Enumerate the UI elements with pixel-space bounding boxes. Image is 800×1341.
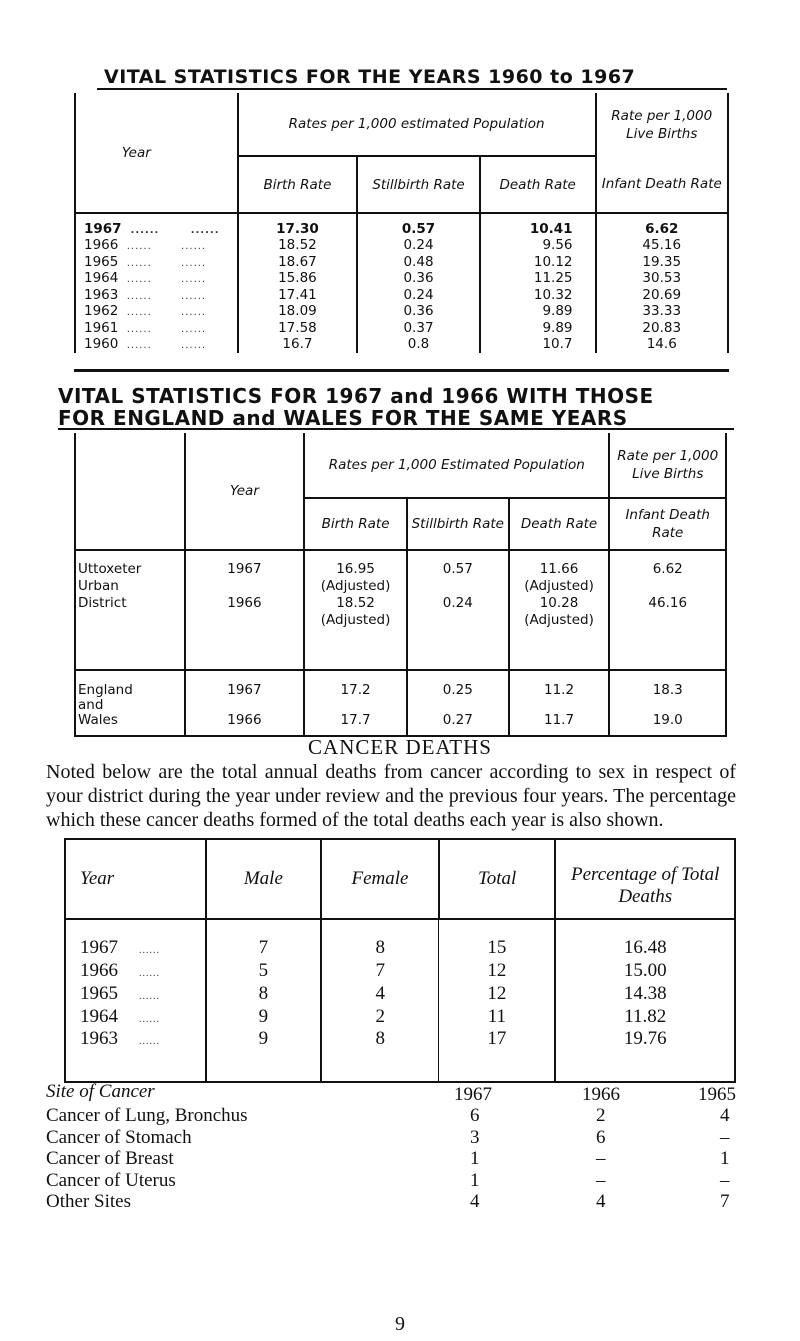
death-rate-cell: 11.7 xyxy=(544,712,575,728)
area-name: Uttoxeter xyxy=(78,561,142,577)
cell-value: 9.89 xyxy=(542,319,573,336)
cell-value: 1960 xyxy=(84,336,119,353)
birth-rate-cell xyxy=(238,213,358,237)
death-rate-cell: 11.2 xyxy=(544,682,575,698)
site-count: 3 xyxy=(470,1126,480,1148)
death-rate-header: Death Rate xyxy=(480,156,596,213)
birth-rate-cell xyxy=(238,320,358,337)
cell-value: 17 xyxy=(487,1028,507,1049)
male-cell xyxy=(206,1028,322,1082)
cell-value: 1964 xyxy=(84,270,119,287)
site-name: Cancer of Uterus xyxy=(46,1169,176,1191)
uttoxeter-row xyxy=(75,550,726,670)
comparison-heading-line2: FOR ENGLAND and WALES FOR THE SAME YEARS xyxy=(58,406,628,430)
birth-rate-cell: 17.2 xyxy=(340,682,371,698)
cell-value: 0.37 xyxy=(403,319,434,336)
area-name: England xyxy=(78,682,133,698)
cell-value: 33.33 xyxy=(642,303,682,320)
cancer-paragraph: Noted below are the total annual deaths from cancer according to sex in respect of your district during the year under review and the previous four years. The percentage which these cancer deaths formed of the total deaths each year is also shown. xyxy=(46,761,736,831)
cell-value: 17.58 xyxy=(278,319,317,336)
leader-dots: ...... ...... xyxy=(118,274,207,286)
death-rate-cell xyxy=(480,237,596,254)
cell-value: 15.00 xyxy=(623,960,667,981)
leader-dots: ...... xyxy=(118,1014,160,1025)
stillbirth-rate-cell xyxy=(357,336,480,353)
cell-value: 8 xyxy=(375,937,386,958)
site-name: Other Sites xyxy=(46,1191,131,1212)
cell-value: 18.67 xyxy=(278,253,317,270)
heading2-underline xyxy=(58,428,734,430)
birth-rate-cell: 16.95 xyxy=(336,561,375,577)
adjusted-note: (Adjusted) xyxy=(524,612,594,628)
cell-value: 17.30 xyxy=(276,220,319,237)
page-title: VITAL STATISTICS FOR THE YEARS 1960 to 1967 xyxy=(104,66,636,88)
area-name: and xyxy=(78,697,104,713)
year-cell xyxy=(65,982,206,1005)
total-cell xyxy=(439,919,556,959)
birth-rate-cell xyxy=(238,270,358,287)
death-rate-cell xyxy=(480,320,596,337)
cell-value: 1964 xyxy=(80,1006,118,1027)
female-cell xyxy=(321,1028,439,1082)
cell-value: 0.24 xyxy=(403,237,434,254)
infant-death-rate-header: Infant Death Rate xyxy=(596,156,728,213)
site-count: – xyxy=(596,1169,606,1191)
death-rate-cell xyxy=(480,336,596,353)
cell-value: 20.83 xyxy=(642,319,682,336)
percentage-cell xyxy=(555,1028,735,1082)
cell-value: 12 xyxy=(487,983,507,1004)
leader-dots: ...... ...... xyxy=(121,224,220,236)
site-count: 4 xyxy=(720,1105,730,1126)
table-row xyxy=(75,237,728,254)
stillbirth-rate-cell: 0.27 xyxy=(442,712,473,728)
birth-rate-header: Birth Rate xyxy=(238,156,358,213)
site-name: Cancer of Stomach xyxy=(46,1126,192,1148)
cell-value: 15 xyxy=(487,937,507,958)
birth-rate-cell xyxy=(238,254,358,271)
table1-bottom-rule xyxy=(74,369,729,372)
female-cell xyxy=(321,959,439,982)
cell-value: 1963 xyxy=(84,286,119,303)
stillbirth-rate-header: Stillbirth Rate xyxy=(357,156,480,213)
death-rate-cell xyxy=(480,254,596,271)
rates-header: Rates per 1,000 estimated Population xyxy=(238,93,596,156)
comparison-table xyxy=(74,433,727,737)
year-col-header: Year xyxy=(65,839,206,919)
year-header: Year xyxy=(75,93,238,213)
site-count: 1 xyxy=(720,1148,730,1169)
stillbirth-rate-header-2: Stillbirth Rate xyxy=(407,498,509,550)
total-col-header: Total xyxy=(439,839,556,919)
total-cell xyxy=(439,1028,556,1082)
infant-death-rate-cell: 46.16 xyxy=(648,595,688,611)
birth-rate-cell xyxy=(238,287,358,304)
cell-value: 10.7 xyxy=(542,336,573,353)
female-cell xyxy=(321,982,439,1005)
infant-death-rate-cell: 6.62 xyxy=(652,561,683,577)
cell-value: 16.48 xyxy=(623,937,667,958)
sites-year-1965: 1965 xyxy=(698,1084,736,1105)
stillbirth-rate-cell xyxy=(357,254,480,271)
cell-value: 2 xyxy=(375,1006,386,1027)
year-cell: 1966 xyxy=(227,595,262,611)
year-cell xyxy=(65,1005,206,1028)
table-row xyxy=(75,336,728,353)
cell-value: 0.48 xyxy=(403,253,434,270)
cell-value: 9.89 xyxy=(542,303,573,320)
cell-value: 6.62 xyxy=(645,220,679,237)
adjusted-note: (Adjusted) xyxy=(524,578,594,594)
cell-value: 18.52 xyxy=(278,237,317,254)
birth-rate-cell xyxy=(238,336,358,353)
cell-value: 10.41 xyxy=(529,220,573,237)
cell-value: 5 xyxy=(258,960,269,981)
table-row xyxy=(75,303,728,320)
cell-value: 1966 xyxy=(84,237,119,254)
rate-live-births-header-2: Rate per 1,000 Live Births xyxy=(609,433,726,498)
cell-value: 11.82 xyxy=(624,1006,667,1027)
death-rate-cell xyxy=(480,303,596,320)
site-name: Cancer of Lung, Bronchus xyxy=(46,1105,248,1126)
area-name: District xyxy=(78,595,127,611)
birth-rate-cell xyxy=(238,237,358,254)
infant-death-rate-cell xyxy=(596,254,728,271)
rate-live-births-header: Rate per 1,000 Live Births xyxy=(596,93,728,156)
death-rate-cell: 10.28 xyxy=(539,595,579,611)
death-rate-cell xyxy=(480,213,596,237)
stillbirth-rate-cell xyxy=(357,270,480,287)
total-cell xyxy=(439,982,556,1005)
comparison-heading-line1: VITAL STATISTICS FOR 1967 and 1966 WITH THOSE xyxy=(58,384,654,408)
stillbirth-rate-cell xyxy=(357,303,480,320)
year-cell xyxy=(75,303,238,320)
percentage-cell xyxy=(555,982,735,1005)
site-count: 6 xyxy=(470,1105,480,1126)
year-cell xyxy=(65,1028,206,1082)
sites-year-1967: 1967 xyxy=(454,1084,492,1105)
birth-rate-cell: 17.7 xyxy=(340,712,371,728)
year-cell xyxy=(65,959,206,982)
cell-value: 1967 xyxy=(84,220,122,237)
year-cell xyxy=(75,287,238,304)
death-rate-header-2: Death Rate xyxy=(509,498,610,550)
leader-dots: ...... xyxy=(118,945,160,956)
female-cell xyxy=(321,1005,439,1028)
cell-value: 1966 xyxy=(80,960,118,981)
adjusted-note: (Adjusted) xyxy=(320,578,391,594)
infant-death-rate-cell: 19.0 xyxy=(652,712,683,728)
male-cell xyxy=(206,1005,322,1028)
total-cell xyxy=(439,959,556,982)
cell-value: 0.24 xyxy=(403,286,434,303)
infant-death-rate-cell: 18.3 xyxy=(652,682,683,698)
stillbirth-rate-cell xyxy=(357,237,480,254)
table-row xyxy=(65,919,735,959)
page-number: 9 xyxy=(395,1313,405,1335)
cell-value: 14.38 xyxy=(623,983,667,1004)
area-header xyxy=(75,433,185,550)
cell-value: 10.12 xyxy=(533,253,573,270)
total-cell xyxy=(439,1005,556,1028)
site-count: – xyxy=(596,1148,606,1169)
site-name: Cancer of Breast xyxy=(46,1148,174,1169)
year-cell xyxy=(75,237,238,254)
cell-value: 9 xyxy=(258,1028,269,1049)
birth-rate-cell: 18.52 xyxy=(336,595,375,611)
site-count: 1 xyxy=(470,1169,480,1191)
female-cell xyxy=(321,919,439,959)
infant-death-rate-cell xyxy=(596,287,728,304)
year-cell xyxy=(75,336,238,353)
rates-header-2: Rates per 1,000 Estimated Population xyxy=(304,433,609,498)
site-count: 4 xyxy=(596,1191,606,1212)
leader-dots: ...... ...... xyxy=(118,257,207,269)
table-row xyxy=(65,1005,735,1028)
title-underline xyxy=(97,88,727,90)
site-count: 6 xyxy=(596,1126,606,1148)
stillbirth-rate-cell: 0.25 xyxy=(442,682,473,698)
cell-value: 0.36 xyxy=(403,303,434,320)
site-count: 1 xyxy=(470,1148,480,1169)
england-wales-row xyxy=(75,670,726,736)
cell-value: 10.32 xyxy=(533,286,573,303)
sites-header: Site of Cancer xyxy=(46,1081,155,1102)
year-cell: 1967 xyxy=(227,561,262,577)
table-row xyxy=(75,320,728,337)
leader-dots: ...... xyxy=(118,991,160,1002)
cell-value: 17.41 xyxy=(278,286,317,303)
cell-value: 8 xyxy=(375,1028,386,1049)
leader-dots: ...... ...... xyxy=(118,323,207,335)
birth-rate-cell xyxy=(238,303,358,320)
infant-death-rate-cell xyxy=(596,213,728,237)
percentage-cell xyxy=(555,1005,735,1028)
cell-value: 12 xyxy=(487,960,507,981)
area-name: Urban xyxy=(78,578,119,594)
cell-value: 45.16 xyxy=(642,237,682,254)
leader-dots: ...... ...... xyxy=(118,340,207,352)
cell-value: 9.56 xyxy=(542,237,573,254)
cell-value: 11 xyxy=(487,1006,507,1027)
sites-year-1966: 1966 xyxy=(582,1084,620,1105)
infant-death-rate-cell xyxy=(596,303,728,320)
cell-value: 15.86 xyxy=(278,270,317,287)
cell-value: 19.35 xyxy=(642,253,682,270)
cell-value: 8 xyxy=(258,983,269,1004)
percentage-cell xyxy=(555,919,735,959)
stillbirth-rate-cell xyxy=(357,287,480,304)
year-cell xyxy=(65,919,206,959)
stillbirth-rate-cell xyxy=(357,213,480,237)
percentage-col-header: Percentage of Total Deaths xyxy=(555,839,735,919)
female-col-header: Female xyxy=(321,839,439,919)
cell-value: 20.69 xyxy=(642,286,682,303)
cancer-deaths-table xyxy=(64,838,736,1083)
male-cell xyxy=(206,982,322,1005)
table-row xyxy=(65,959,735,982)
cancer-heading: CANCER DEATHS xyxy=(308,735,492,759)
year-cell xyxy=(75,254,238,271)
leader-dots: ...... ...... xyxy=(118,290,207,302)
cell-value: 0.36 xyxy=(403,270,434,287)
infant-death-rate-cell xyxy=(596,270,728,287)
male-col-header: Male xyxy=(206,839,322,919)
cell-value: 7 xyxy=(258,937,269,958)
year-cell xyxy=(75,270,238,287)
cell-value: 7 xyxy=(375,960,386,981)
adjusted-note: (Adjusted) xyxy=(320,612,391,628)
cell-value: 19.76 xyxy=(623,1028,667,1049)
cell-value: 30.53 xyxy=(642,270,682,287)
year-header-2: Year xyxy=(185,433,304,550)
leader-dots: ...... xyxy=(118,968,160,979)
stillbirth-rate-cell: 0.24 xyxy=(442,595,473,611)
table-row xyxy=(75,270,728,287)
infant-death-rate-cell xyxy=(596,237,728,254)
year-cell xyxy=(75,320,238,337)
death-rate-cell: 11.66 xyxy=(539,561,579,577)
table-row xyxy=(65,982,735,1005)
death-rate-cell xyxy=(480,270,596,287)
cell-value: 1965 xyxy=(80,983,118,1004)
cell-value: 16.7 xyxy=(282,336,313,353)
infant-death-rate-header-2: Infant Death Rate xyxy=(609,498,726,550)
leader-dots: ...... ...... xyxy=(118,241,207,253)
cell-value: 1963 xyxy=(80,1028,118,1049)
table-row xyxy=(75,213,728,237)
site-count: – xyxy=(720,1169,730,1191)
table-row xyxy=(75,254,728,271)
year-cell: 1966 xyxy=(227,712,262,728)
site-count: 7 xyxy=(720,1191,730,1212)
cell-value: 4 xyxy=(375,983,386,1004)
cell-value: 14.6 xyxy=(646,336,677,353)
stillbirth-rate-cell: 0.57 xyxy=(442,561,473,577)
stillbirth-rate-cell xyxy=(357,320,480,337)
cell-value: 11.25 xyxy=(533,270,573,287)
table-row xyxy=(65,1028,735,1082)
cell-value: 9 xyxy=(258,1006,269,1027)
cell-value: 1965 xyxy=(84,253,119,270)
cell-value: 1967 xyxy=(80,937,118,958)
cell-value: 1961 xyxy=(84,319,119,336)
site-count: – xyxy=(720,1126,730,1148)
area-name: Wales xyxy=(78,712,118,728)
infant-death-rate-cell xyxy=(596,336,728,353)
male-cell xyxy=(206,959,322,982)
table-row xyxy=(75,287,728,304)
vital-stats-table-1960-1967 xyxy=(74,93,729,353)
birth-rate-header-2: Birth Rate xyxy=(304,498,407,550)
cell-value: 18.09 xyxy=(278,303,317,320)
cell-value: 1962 xyxy=(84,303,119,320)
year-cell xyxy=(75,213,238,237)
year-cell: 1967 xyxy=(227,682,262,698)
percentage-cell xyxy=(555,959,735,982)
site-count: 2 xyxy=(596,1105,606,1126)
infant-death-rate-cell xyxy=(596,320,728,337)
male-cell xyxy=(206,919,322,959)
cell-value: 0.57 xyxy=(401,220,436,237)
site-count: 4 xyxy=(470,1191,480,1212)
cell-value: 0.8 xyxy=(407,336,430,353)
death-rate-cell xyxy=(480,287,596,304)
leader-dots: ...... ...... xyxy=(118,307,207,319)
leader-dots: ...... xyxy=(118,1036,160,1047)
